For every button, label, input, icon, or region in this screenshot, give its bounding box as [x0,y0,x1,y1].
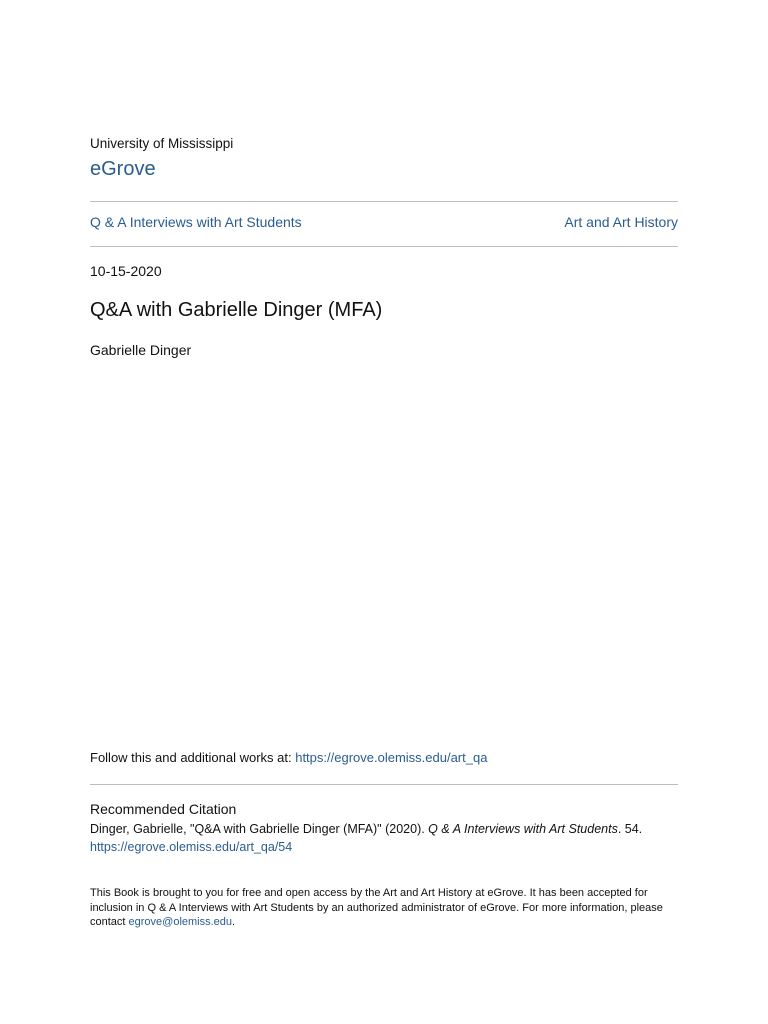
citation-text [90,820,678,856]
contact-email-link[interactable]: egrove@olemiss.edu [128,916,233,928]
institution-name: University of Mississippi [90,136,234,151]
citation-text-after: . 54. [617,822,643,836]
notice-text: This Book is brought to you for free and open access by the Art and Art History at eGrove. It has been accepted for inclusion in Q & A Interviews with Art Students by an authorized administrator of eGrove. For more information, please contact [90,887,663,928]
follow-prefix: Follow this and additional works at: [90,750,296,765]
follow-url-link[interactable]: https://egrove.olemiss.edu/art_qa [295,750,488,765]
citation-text-before: Dinger, Gabrielle, "Q&A with Gabrielle Dinger (MFA)" (2020). [90,822,429,836]
citation-series: Q & A Interviews with Art Students [428,822,618,836]
citation-url-link[interactable]: https://egrove.olemiss.edu/art_qa/54 [90,840,293,854]
series-divider [90,246,678,247]
repository-link[interactable]: eGrove [90,158,156,180]
author-name: Gabrielle Dinger [90,342,192,358]
access-notice [90,886,670,930]
notice-end: . [232,916,236,928]
department-link[interactable]: Art and Art History [564,214,678,230]
recommended-citation-heading: Recommended Citation [90,801,237,817]
series-link[interactable]: Q & A Interviews with Art Students [90,214,302,230]
publication-date: 10-15-2020 [90,263,162,279]
follow-line [90,750,487,765]
page-title: Q&A with Gabrielle Dinger (MFA) [90,299,383,321]
citation-divider [90,784,678,785]
top-divider [90,201,678,202]
